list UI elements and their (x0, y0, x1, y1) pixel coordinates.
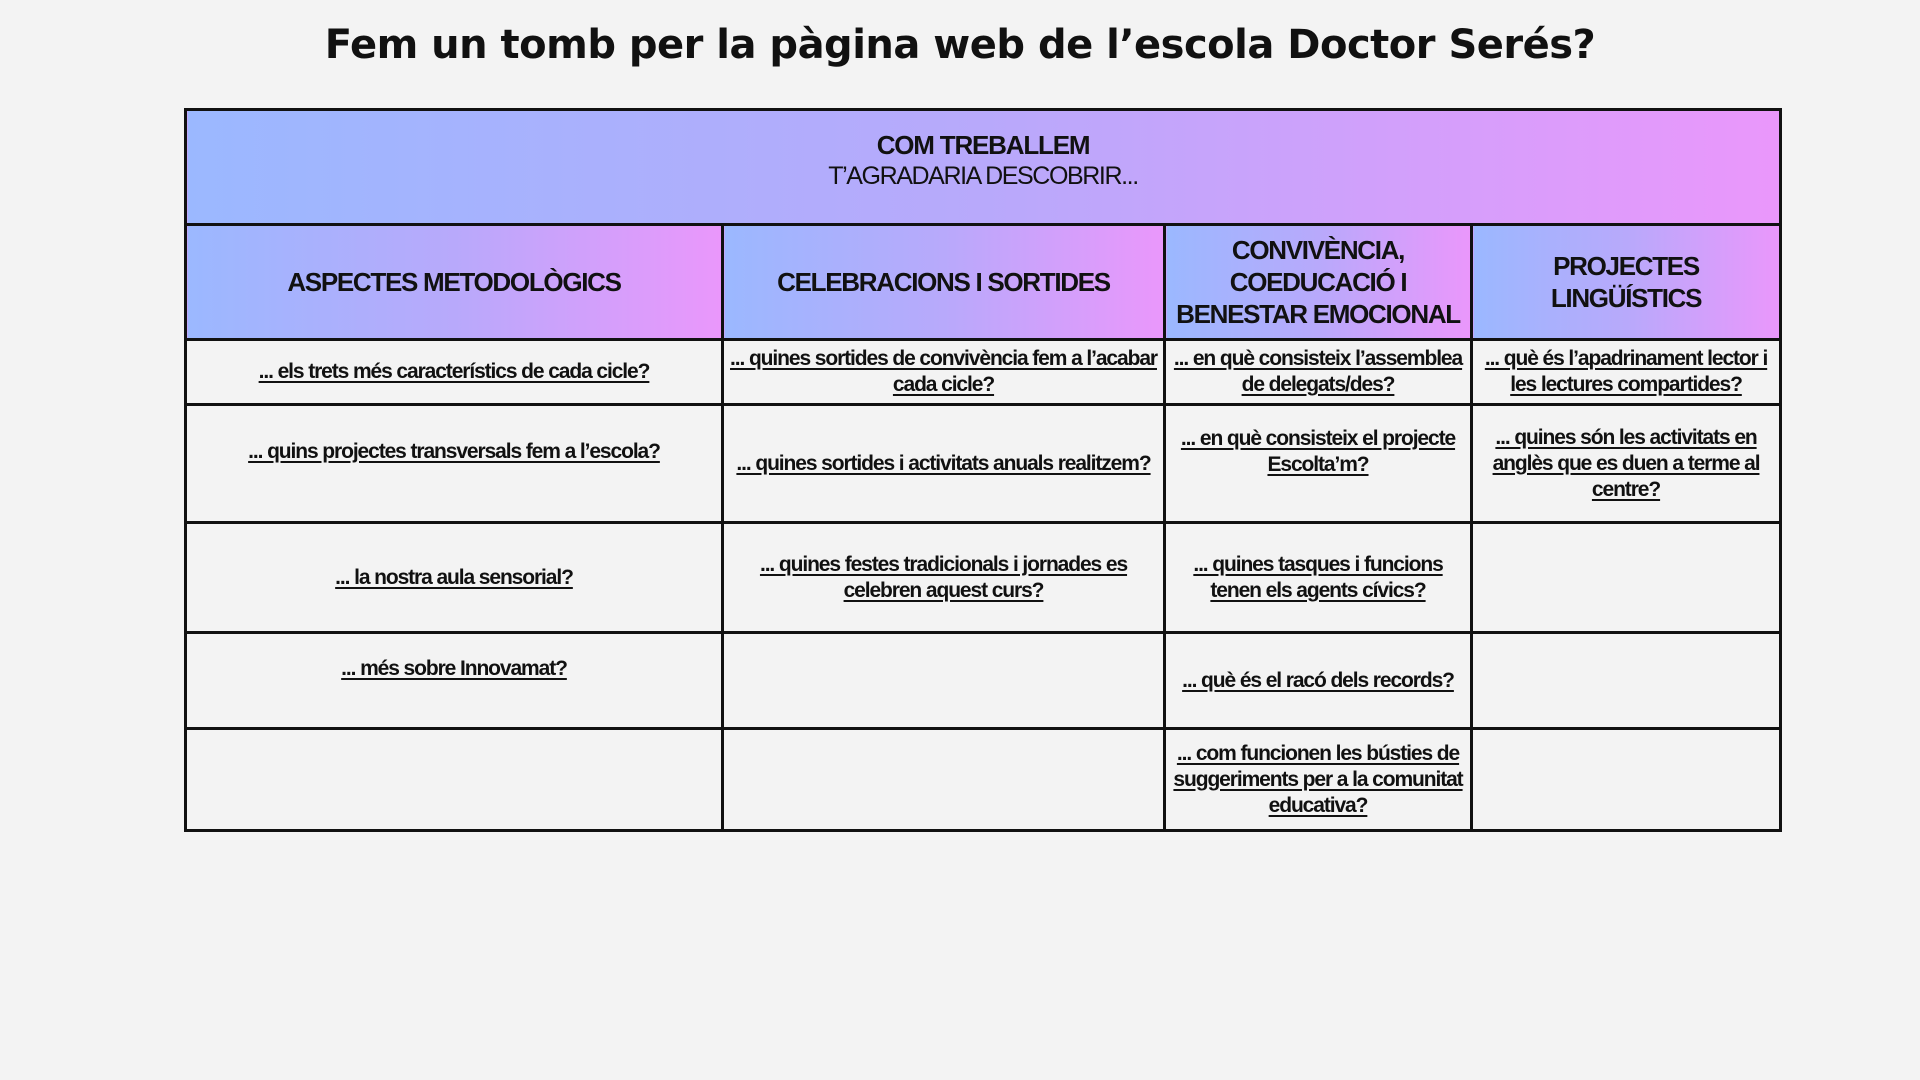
link-trets-cicle[interactable]: ... els trets més característics de cada cicle? (258, 360, 650, 383)
topics-table (184, 108, 1782, 832)
table-cell (186, 405, 723, 523)
table-cell (1472, 523, 1781, 633)
table-row (186, 405, 1781, 523)
link-apadrinament-lector[interactable]: ... què és l’apadrinament lector i les lectures compartides? (1484, 347, 1768, 396)
link-sortides-activitats[interactable]: ... quines sortides i activitats anuals realitzem? (736, 451, 1151, 475)
link-innovamat[interactable]: ... més sobre Innovamat? (341, 656, 567, 680)
table-cell (723, 729, 1165, 831)
table-row (186, 340, 1781, 405)
table-cell (723, 405, 1165, 523)
table-cell (723, 523, 1165, 633)
link-projectes-transversals[interactable]: ... quins projectes transversals fem a l’escola? (248, 439, 660, 463)
table-cell (723, 340, 1165, 405)
section-subtitle: T’AGRADARIA DESCOBRIR... (828, 162, 1138, 190)
column-headers-row (186, 225, 1781, 340)
table-cell (1165, 405, 1472, 523)
table-cell (186, 633, 723, 729)
link-agents-civics[interactable]: ... quines tasques i funcions tenen els agents cívics? (1193, 552, 1443, 602)
link-assemblea-delegats[interactable]: ... en què consisteix l’assemblea de delegats/des? (1173, 347, 1463, 396)
table-cell (1472, 340, 1781, 405)
table-row (186, 729, 1781, 831)
link-raco-records[interactable]: ... què és el racó dels records? (1182, 668, 1454, 692)
link-activitats-angles[interactable]: ... quines són les activitats en anglès que es duen a terme al centre? (1492, 425, 1760, 501)
page-title: Fem un tomb per la pàgina web de l’escola Doctor Serés? (324, 22, 1596, 68)
table-cell (1165, 523, 1472, 633)
table-cell (1165, 729, 1472, 831)
section-title: COM TREBALLEM (876, 130, 1090, 160)
link-projecte-escoltam[interactable]: ... en què consisteix el projecte Escolta’m? (1180, 426, 1456, 476)
table-cell (1472, 633, 1781, 729)
table-cell (1165, 340, 1472, 405)
table-header-row (186, 110, 1781, 225)
column-header-convivencia: CONVIVÈNCIA, COEDUCACIÓ I BENESTAR EMOCIONAL (1165, 225, 1472, 340)
table-row (186, 633, 1781, 729)
link-festes-tradicionals[interactable]: ... quines festes tradicionals i jornades es celebren aquest curs? (759, 552, 1128, 602)
link-sortides-convivencia[interactable]: ... quines sortides de convivència fem a l’acabar cada cicle? (730, 347, 1157, 396)
link-busties-suggeriments[interactable]: ... com funcionen les bústies de suggeriments per a la comunitat educativa? (1173, 741, 1463, 817)
column-header-celebracions: CELEBRACIONS I SORTIDES (723, 225, 1165, 340)
table-row (186, 523, 1781, 633)
table-cell (1472, 405, 1781, 523)
table-cell (186, 340, 723, 405)
column-header-linguistics: PROJECTES LINGÜÍSTICS (1472, 225, 1781, 340)
column-header-metodologics: ASPECTES METODOLÒGICS (186, 225, 723, 340)
table-cell (723, 633, 1165, 729)
table-cell (186, 523, 723, 633)
table-cell (1165, 633, 1472, 729)
link-aula-sensorial[interactable]: ... la nostra aula sensorial? (335, 565, 573, 589)
table-cell (1472, 729, 1781, 831)
table-cell (186, 729, 723, 831)
table-header-cell (186, 110, 1781, 225)
